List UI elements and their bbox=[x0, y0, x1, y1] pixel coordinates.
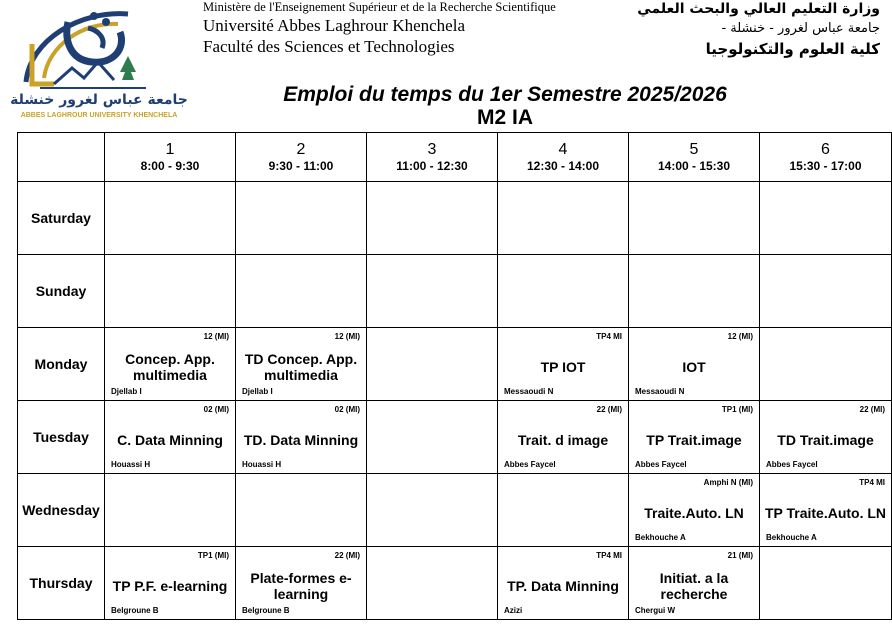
cell-content bbox=[629, 547, 759, 619]
slot-header bbox=[498, 133, 629, 182]
session-cell bbox=[629, 474, 760, 547]
day-row bbox=[18, 401, 892, 474]
teacher-name: Belgroune B bbox=[111, 606, 159, 615]
schedule-title: Emploi du temps du 1er Semestre 2025/2026 bbox=[283, 83, 727, 106]
cell-content bbox=[629, 182, 759, 254]
course-name: TP Traite.Auto. LN bbox=[764, 505, 887, 521]
day-row bbox=[18, 182, 892, 255]
empty-cell bbox=[105, 182, 236, 255]
slot-header bbox=[105, 133, 236, 182]
empty-cell bbox=[629, 255, 760, 328]
slot-header-row bbox=[18, 133, 892, 182]
faculty-arabic: كلية العلوم والتكنولوجيا bbox=[705, 40, 880, 58]
ministry-french: Ministère de l'Enseignement Supérieur et de la Recherche Scientifique bbox=[203, 0, 556, 14]
corner-cell bbox=[18, 133, 105, 182]
teacher-name: Djellab I bbox=[242, 387, 273, 396]
course-name: TP Trait.image bbox=[646, 432, 742, 448]
room-label: TP4 MI bbox=[596, 332, 622, 341]
empty-cell bbox=[367, 401, 498, 474]
teacher-name: Houassi H bbox=[111, 460, 151, 469]
room-label: 12 (MI) bbox=[334, 332, 360, 341]
empty-cell bbox=[236, 182, 367, 255]
slot-number: 4 bbox=[558, 141, 568, 158]
slot-header bbox=[367, 133, 498, 182]
teacher-name: Bekhouche A bbox=[635, 533, 686, 542]
session-cell bbox=[105, 401, 236, 474]
teacher-name: Abbes Faycel bbox=[504, 460, 556, 469]
slot-time: 11:00 - 12:30 bbox=[396, 159, 468, 173]
cell-content bbox=[236, 182, 366, 254]
cell-content bbox=[367, 401, 497, 473]
cell-content bbox=[367, 474, 497, 546]
teacher-name: Bekhouche A bbox=[766, 533, 817, 542]
teacher-name: Messaoudi N bbox=[504, 387, 554, 396]
empty-cell bbox=[498, 182, 629, 255]
session-cell bbox=[760, 401, 892, 474]
course-name: TP IOT bbox=[540, 359, 586, 375]
room-label: 22 (MI) bbox=[859, 405, 885, 414]
empty-cell bbox=[236, 474, 367, 547]
empty-cell bbox=[105, 474, 236, 547]
cell-content bbox=[105, 328, 235, 400]
ministry-arabic: وزارة التعليم العالي والبحث العلمي bbox=[637, 1, 880, 17]
room-label: 12 (MI) bbox=[727, 332, 753, 341]
slot-time: 8:00 - 9:30 bbox=[140, 159, 200, 173]
cell-content bbox=[760, 474, 891, 546]
empty-cell bbox=[367, 474, 498, 547]
course-name: TP. Data Minning bbox=[507, 578, 619, 594]
room-label: TP1 (MI) bbox=[197, 551, 229, 560]
slot-number: 2 bbox=[296, 141, 306, 158]
slot-time: 9:30 - 11:00 bbox=[268, 159, 334, 173]
day-label: Saturday bbox=[18, 182, 105, 255]
session-cell bbox=[498, 547, 629, 620]
university-arabic: جامعة عباس لغرور - خنشلة - bbox=[721, 21, 880, 36]
room-label: TP4 MI bbox=[596, 551, 622, 560]
day-label: Tuesday bbox=[18, 401, 105, 474]
slot-number: 3 bbox=[427, 141, 437, 158]
session-cell bbox=[236, 547, 367, 620]
slot-number: 5 bbox=[689, 141, 699, 158]
course-name: TD. Data Minning bbox=[243, 432, 359, 448]
cell-content bbox=[367, 182, 497, 254]
session-cell bbox=[760, 474, 892, 547]
course-name: Trait. d image bbox=[517, 432, 609, 448]
cell-content bbox=[760, 328, 891, 400]
cell-content bbox=[629, 328, 759, 400]
cell-content bbox=[629, 474, 759, 546]
group-title: M2 IA bbox=[476, 106, 533, 129]
cell-content bbox=[498, 182, 628, 254]
day-label: Wednesday bbox=[18, 474, 105, 547]
cell-content bbox=[105, 474, 235, 546]
course-name: TD Trait.image bbox=[777, 432, 874, 448]
day-row bbox=[18, 474, 892, 547]
course-name: Plate-formes e-learning bbox=[250, 570, 352, 602]
cell-content bbox=[236, 255, 366, 327]
empty-cell bbox=[498, 474, 629, 547]
room-label: TP4 MI bbox=[859, 478, 885, 487]
room-label: Amphi N (MI) bbox=[703, 478, 753, 487]
teacher-name: Azizi bbox=[504, 606, 523, 615]
cell-content bbox=[367, 255, 497, 327]
course-name: IOT bbox=[682, 359, 706, 375]
room-label: 02 (MI) bbox=[203, 405, 229, 414]
cell-content bbox=[760, 401, 891, 473]
logo-english-caption: ABBES LAGHROUR UNIVERSITY KHENCHELA bbox=[20, 112, 178, 119]
timetable-title bbox=[0, 83, 892, 129]
day-row bbox=[18, 547, 892, 620]
room-label: 21 (MI) bbox=[727, 551, 753, 560]
room-label: 02 (MI) bbox=[334, 405, 360, 414]
teacher-name: Djellab I bbox=[111, 387, 142, 396]
teacher-name: Messaoudi N bbox=[635, 387, 685, 396]
cell-content bbox=[236, 474, 366, 546]
room-label: 12 (MI) bbox=[203, 332, 229, 341]
slot-header bbox=[629, 133, 760, 182]
university-french: Université Abbes Laghrour Khenchela bbox=[203, 16, 465, 35]
day-label: Monday bbox=[18, 328, 105, 401]
header-french bbox=[203, 0, 556, 58]
room-label: 22 (MI) bbox=[596, 405, 622, 414]
course-name: Initiat. a la recherche bbox=[659, 570, 729, 602]
cell-content bbox=[498, 401, 628, 473]
day-label: Sunday bbox=[18, 255, 105, 328]
cell-content bbox=[629, 401, 759, 473]
cell-content bbox=[498, 255, 628, 327]
cell-content bbox=[105, 255, 235, 327]
cell-content bbox=[498, 474, 628, 546]
teacher-name: Belgroune B bbox=[242, 606, 290, 615]
cell-content bbox=[105, 401, 235, 473]
faculty-french: Faculté des Sciences et Technologies bbox=[203, 37, 455, 56]
teacher-name: Abbes Faycel bbox=[635, 460, 687, 469]
course-name: C. Data Minning bbox=[117, 432, 223, 448]
empty-cell bbox=[367, 182, 498, 255]
course-name: TP P.F. e-learning bbox=[112, 578, 228, 594]
cell-content bbox=[236, 547, 366, 619]
empty-cell bbox=[236, 255, 367, 328]
day-row bbox=[18, 255, 892, 328]
session-cell bbox=[236, 401, 367, 474]
slot-header bbox=[760, 133, 892, 182]
empty-cell bbox=[760, 255, 892, 328]
slot-number: 1 bbox=[165, 141, 175, 158]
empty-cell bbox=[760, 328, 892, 401]
session-cell bbox=[236, 328, 367, 401]
cell-content bbox=[236, 401, 366, 473]
session-cell bbox=[629, 401, 760, 474]
empty-cell bbox=[105, 255, 236, 328]
empty-cell bbox=[629, 182, 760, 255]
empty-cell bbox=[367, 328, 498, 401]
empty-cell bbox=[367, 547, 498, 620]
session-cell bbox=[105, 547, 236, 620]
cell-content bbox=[236, 328, 366, 400]
cell-content bbox=[105, 547, 235, 619]
session-cell bbox=[498, 401, 629, 474]
session-cell bbox=[498, 328, 629, 401]
cell-content bbox=[498, 547, 628, 619]
session-cell bbox=[105, 328, 236, 401]
slot-time: 14:00 - 15:30 bbox=[657, 159, 731, 173]
teacher-name: Abbes Faycel bbox=[766, 460, 818, 469]
day-label: Thursday bbox=[18, 547, 105, 620]
logo-arabic-caption: جامعة عباس لغرور خنشلة bbox=[10, 92, 188, 108]
cell-content bbox=[629, 255, 759, 327]
session-cell bbox=[629, 547, 760, 620]
slot-number: 6 bbox=[821, 141, 830, 158]
slot-time: 15:30 - 17:00 bbox=[789, 159, 862, 173]
cell-content bbox=[105, 182, 235, 254]
cell-content bbox=[498, 328, 628, 400]
teacher-name: Chergui W bbox=[635, 606, 675, 615]
course-name: Concep. App. multimedia bbox=[125, 351, 215, 383]
session-cell bbox=[629, 328, 760, 401]
course-name: Traite.Auto. LN bbox=[644, 505, 744, 521]
cell-content bbox=[367, 328, 497, 400]
slot-time: 12:30 - 14:00 bbox=[526, 159, 600, 173]
day-row bbox=[18, 328, 892, 401]
slot-header bbox=[236, 133, 367, 182]
cell-content bbox=[760, 182, 891, 254]
course-name: TD Concep. App. multimedia bbox=[244, 351, 358, 383]
timetable bbox=[17, 132, 892, 620]
empty-cell bbox=[367, 255, 498, 328]
teacher-name: Houassi H bbox=[242, 460, 282, 469]
cell-content bbox=[367, 547, 497, 619]
cell-content bbox=[760, 255, 891, 327]
room-label: TP1 (MI) bbox=[721, 405, 753, 414]
empty-cell bbox=[760, 547, 892, 620]
cell-content bbox=[760, 547, 891, 619]
header-arabic bbox=[637, 0, 880, 60]
empty-cell bbox=[498, 255, 629, 328]
empty-cell bbox=[760, 182, 892, 255]
room-label: 22 (MI) bbox=[334, 551, 360, 560]
